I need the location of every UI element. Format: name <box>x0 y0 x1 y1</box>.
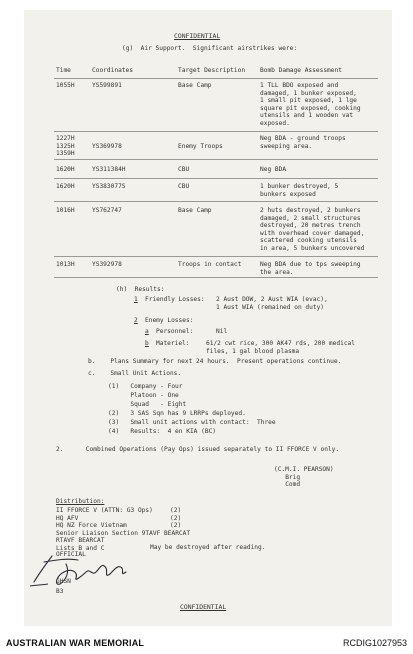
small-unit-heading: c. Small Unit Actions. <box>88 370 182 377</box>
row6-assess: Neg BDA due to tps sweeping the area. <box>260 261 361 276</box>
row3-time: 1620H <box>56 166 75 173</box>
col-header-coordinates: Coordinates <box>92 67 133 74</box>
row1-target: Base Camp <box>178 82 212 89</box>
personnel-value: Nil <box>216 328 228 335</box>
enemy-losses-num: 2 <box>134 317 138 324</box>
col-header-time: Time <box>56 67 71 74</box>
materiel-label: Materiel: <box>156 340 190 347</box>
row1-coord: YS599891 <box>92 82 122 89</box>
archive-name: AUSTRALIAN WAR MEMORIAL <box>6 638 145 648</box>
archive-id: RCDIG1027953 <box>342 638 407 648</box>
table-rule <box>54 78 378 79</box>
document-page <box>24 10 392 626</box>
row4-time: 1620H <box>56 183 75 190</box>
distribution-title: Distribution: <box>56 498 105 505</box>
row2-target: Enemy Troops <box>178 143 223 150</box>
handwritten-signature-icon <box>26 542 136 590</box>
b3-label: B3 <box>56 588 64 595</box>
row6-coord: YS392978 <box>92 261 122 268</box>
materiel-text: 61/2 cwt rice, 300 AK47 rds, 200 medical files, 1 gal blood plasma <box>206 340 356 355</box>
row5-target: Base Camp <box>178 207 212 214</box>
friendly-losses-text: 2 Aust DOW, 2 Aust WIA (evac), 1 Aust WIA (remained on duty) <box>216 296 328 311</box>
materiel-num: b <box>145 340 149 347</box>
small-unit-items: (1) Company - Four Platoon - One Squad - Eight (2) 3 SAS Sqn has 9 LRRPs deployed. (3) Small unit actions with contact: Three (4) Results: 4 en KIA (BC) <box>108 383 276 435</box>
row4-target: CBU <box>178 183 190 190</box>
personnel-num: a <box>145 328 149 335</box>
row5-coord: YS762747 <box>92 207 122 214</box>
row-rule <box>54 201 378 202</box>
ghsn-label: GHSN <box>56 578 71 585</box>
row5-time: 1016H <box>56 207 75 214</box>
friendly-losses-num: 1 <box>134 296 138 303</box>
plans-summary: b. Plans Summary for next 24 hours. Present operations continue. <box>88 358 342 365</box>
row1-time: 1055H <box>56 82 75 89</box>
row1-assess: 1 TLL BDO exposed and damaged, 1 bunker exposed, 1 small pit exposed, 1 lge square pit exposed, cooking utensils and 1 wooden vat exposed. <box>260 82 361 127</box>
row2-time: 1227H 1325H 1359H <box>56 135 75 158</box>
signature-block: (C.M.I. PEARSON) Brig Comd <box>274 466 334 489</box>
classification-top: CONFIDENTIAL <box>174 32 221 40</box>
personnel-label: Personnel: <box>156 328 194 335</box>
archive-footer <box>0 634 413 654</box>
friendly-losses-label: Friendly Losses: <box>145 296 205 303</box>
row6-time: 1013H <box>56 261 75 268</box>
results-heading: (h) Results: <box>116 286 165 293</box>
row5-assess: 2 huts destroyed, 2 bunkers damaged, 2 small structures destroyed, 20 metres trench with overhead cover damaged, scattered cooking utensils in area, 5 bunkers uncovered <box>260 207 365 252</box>
classification-bottom: CONFIDENTIAL <box>180 603 227 611</box>
official-label: OFFICIAL <box>56 551 86 558</box>
section-g-heading: (g) Air Support. Significant airstrikes were: <box>122 45 298 52</box>
row2-coord: YS369978 <box>92 143 122 150</box>
row4-coord: YS383077S <box>92 183 126 190</box>
row-rule <box>54 131 378 132</box>
combined-operations: 2. Combined Operations (Pay Ops) issued separately to II FFORCE V only. <box>56 446 340 453</box>
row3-assess: Neg BDA <box>260 166 287 173</box>
row-rule <box>54 256 378 257</box>
row4-assess: 1 bunker destroyed, 5 bunkers exposed <box>260 183 339 198</box>
row-rule <box>54 178 378 179</box>
distribution-names: II FFORCE V (ATTN: G3 Ops) HQ AFV HQ NZ Force Vietnam Senior Liaison Section 9TAVF BEARCAT RTAVF BEARCAT Lists B and C <box>56 507 191 552</box>
row3-target: CBU <box>178 166 190 173</box>
row-rule <box>54 159 378 160</box>
row3-coord: YS311384H <box>92 166 126 173</box>
col-header-assessment: Bomb Damage Assessment <box>260 67 342 74</box>
distribution-qty: (2) (2) (2) <box>170 507 182 530</box>
row2-assess: Neg BDA - ground troops sweeping area. <box>260 135 346 150</box>
destroy-note: May be destroyed after reading. <box>150 544 266 551</box>
table-bottom-rule <box>54 277 378 278</box>
enemy-losses-label: Enemy Losses: <box>145 317 194 324</box>
row6-target: Troops in contact <box>178 261 242 268</box>
col-header-target: Target Description <box>178 67 246 74</box>
